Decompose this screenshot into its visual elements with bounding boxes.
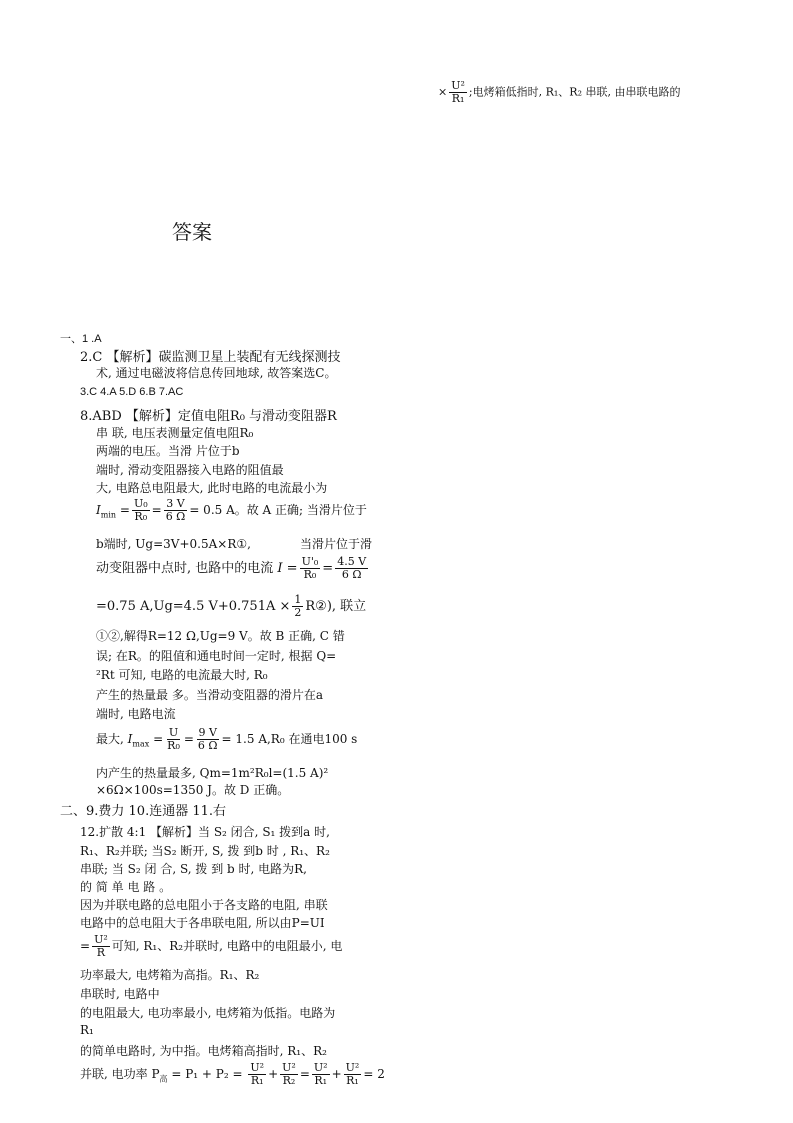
answer-line: ²Rt 可知, 电路的电流最大时, R₀ (96, 668, 268, 682)
times-symbol: × (438, 85, 448, 99)
fraction: $\frac{4.5 V}{6 \Omega}$ (337, 555, 367, 581)
answer-line: 串 联, 电压表测量定值电阻R₀ (96, 426, 254, 440)
answer-line: 串联; 当 S₂ 闭 合, S, 拨 到 b 时, 电路为R, (80, 862, 307, 876)
formula-line: $I_{min}$ = $\frac{\text{U₀}}{\text{R₀}}$ = $\frac{3 V}{6 \Omega}$ = 0.5 A。故 A 正确; 当滑片位于 (96, 497, 367, 523)
answer-line: 端时, 滑动变阻器接入电路的阻值最 (96, 463, 284, 477)
header-text: ;电烤箱低指时, R₁、R₂ 串联, 由串联电路的 (468, 85, 681, 99)
formula-line: = $\frac{\text{U²}}{R}$ 可知, R₁、R₂并联时, 电路中的电阻最小, 电 (80, 933, 343, 959)
answer-line: 2.C 【解析】碳监测卫星上装配有无线探测技 (80, 350, 341, 365)
answer-line: 的简单电路时, 为中指。电烤箱高指时, R₁、R₂ (80, 1044, 327, 1058)
answer-line: 功率最大, 电烤箱为高指。R₁、R₂ (80, 968, 260, 982)
answer-line: ×6Ω×100s=1350 J。故 D 正确。 (96, 783, 290, 797)
answer-line: 端时, 电路电流 (96, 707, 176, 721)
fraction: $\frac{\text{U'₀}}{\text{R₀}}$ (301, 555, 319, 581)
header-fraction: $\frac{\text{U²}}{\text{R₁}}$ (451, 79, 465, 105)
fraction: $\frac{9 V}{6 \Omega}$ (197, 726, 218, 752)
answer-line: R₁ (80, 1023, 94, 1037)
fraction: $\frac{\text{U²}}{\text{R₁}}$ (313, 1061, 328, 1087)
fraction: $\frac{\text{U²}}{\text{R₁}}$ (250, 1061, 265, 1087)
formula-line: =0.75 A,Ug=4.5 V+0.751A × $\frac{1}{2}$ R②), 联立 (96, 593, 367, 619)
answer-line: 8.ABD 【解析】定值电阻R₀ 与滑动变阻器R (80, 409, 337, 424)
formula-line: 动变阻器中点时, 也路中的电流 I = $\frac{\text{U'₀}}{\text{R₀}}$ = $\frac{4.5 V}{6 \Omega}$ (96, 555, 367, 581)
answer-line: 产生的热量最 多。当滑动变阻器的滑片在a (96, 688, 323, 702)
answer-line: 的电阻最大, 电功率最小, 电烤箱为低指。电路为 (80, 1006, 336, 1020)
answer-line: ①②,解得R=12 Ω,Ug=9 V。故 B 正确, C 错 (96, 629, 345, 643)
page-title: 答案 (172, 220, 212, 244)
answer-line: 电路中的总电阻大于各串联电阻, 所以由P=UI (80, 916, 325, 930)
header-line (438, 80, 680, 105)
fraction: $\frac{\text{U₀}}{\text{R₀}}$ (133, 497, 148, 523)
answer-line: 串联时, 电路中 (80, 987, 160, 1001)
answer-line: b端时, Ug=3V+0.5A×R①, (96, 537, 251, 551)
answer-line: 二、9.费力 10.连通器 11.右 (60, 804, 227, 819)
answer-line: 术, 通过电磁波将信息传回地球, 故答案选C。 (96, 366, 337, 380)
formula-line: 最大, $I_{max}$ = $\frac{U}{\text{R₀}}$ = $\frac{9 V}{6 \Omega}$ = 1.5 A,R₀ 在通电100 s (96, 726, 358, 752)
answer-line: 12.扩散 4:1 【解析】当 S₂ 闭合, S₁ 拨到a 时, (80, 825, 330, 839)
answer-line: 3.C 4.A 5.D 6.B 7.AC (80, 386, 184, 398)
answer-line: 大, 电路总电阻最大, 此时电路的电流最小为 (96, 481, 328, 495)
fraction: $\frac{3 V}{6 \Omega}$ (165, 497, 186, 523)
fraction: $\frac{U}{\text{R₀}}$ (167, 726, 180, 752)
answer-line: 误; 在R。的阻值和通电时间一定时, 根据 Q= (96, 649, 337, 663)
answer-line: 当滑片位于滑 (300, 537, 373, 551)
fraction: $\frac{1}{2}$ (294, 593, 302, 619)
answer-line: R₁、R₂并联; 当S₂ 断开, S, 拨 到b 时 , R₁、R₂ (80, 844, 330, 858)
answer-line: 两端的电压。当滑 片位于b (96, 444, 240, 458)
answer-line: 的 简 单 电 路 。 (80, 880, 172, 894)
formula-line: 并联, 电功率 $P_高 = P_1 + P_2$ = $\frac{\text{U²}}{\text{R₁}}$ + $\frac{\text{U²}}{\text{R₂}}$ = $\frac{\text{U²}}{\text{R₁}}$ + $\frac{\text{U²}}{\text{R₁}}$ = 2 (80, 1061, 385, 1087)
answer-line: 内产生的热量最多, Qm=1m²R₀l=(1.5 A)² (96, 766, 329, 780)
answer-line: 一、1 .A (60, 333, 102, 345)
answer-line: 因为并联电路的总电阻小于各支路的电阻, 串联 (80, 898, 328, 912)
fraction: $\frac{\text{U²}}{\text{R₂}}$ (282, 1061, 296, 1087)
fraction: $\frac{\text{U²}}{\text{R₁}}$ (345, 1061, 360, 1087)
fraction: $\frac{\text{U²}}{R}$ (94, 933, 108, 959)
